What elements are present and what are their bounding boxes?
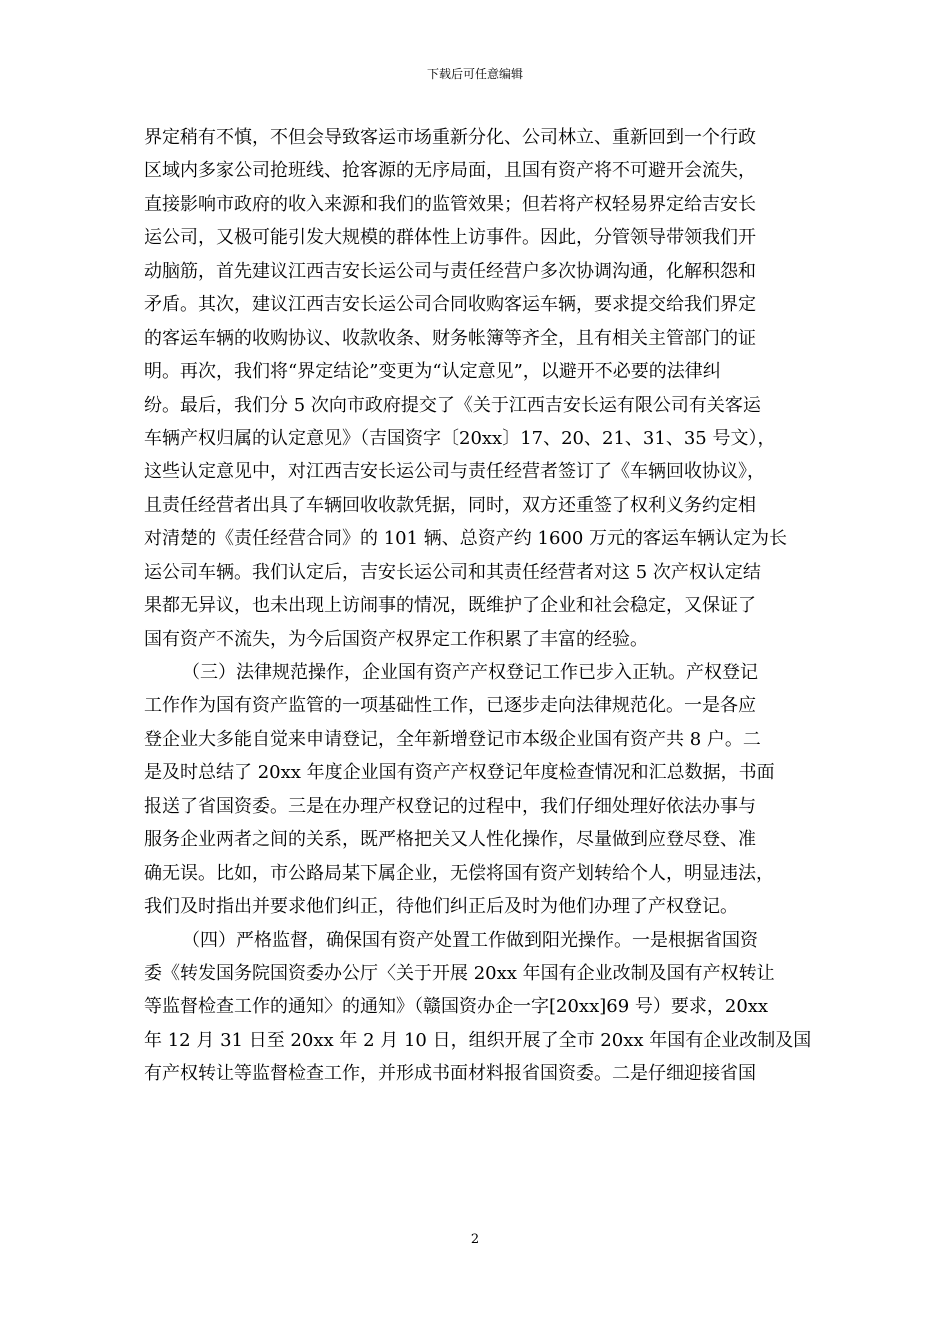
text-line: 是及时总结了 20xx 年度企业国有资产产权登记年度检查情况和汇总数据，书面 bbox=[144, 762, 775, 784]
text-line: 区域内多家公司抢班线、抢客源的无序局面，且国有资产将不可避开会流失， bbox=[144, 160, 756, 182]
paragraph-start-line: （三）法律规范操作，企业国有资产产权登记工作已步入正轨。产权登记 bbox=[182, 662, 758, 683]
text-line: 报送了省国资委。三是在办理产权登记的过程中，我们仔细处理好依法办事与 bbox=[144, 795, 756, 817]
text-line: 车辆产权归属的认定意见》（吉国资字〔20xx〕17、20、21、31、35 号文）， bbox=[144, 427, 776, 449]
text-line: 登企业大多能自觉来申请登记，全年新增登记市本级企业国有资产共 8 户。二 bbox=[144, 728, 761, 750]
paragraph-start-line: （四）严格监督，确保国有资产处置工作做到阳光操作。一是根据省国资 bbox=[182, 929, 758, 951]
text-line: 委《转发国务院国资委办公厅〈关于开展 20xx 年国有企业改制及国有产权转让 bbox=[144, 962, 775, 984]
text-line: 明。再次，我们将“界定结论”变更为“认定意见”，以避开不必要的法律纠 bbox=[144, 361, 721, 383]
text-line: 服务企业两者之间的关系，既严格把关又人性化操作，尽量做到应登尽登、准 bbox=[144, 829, 756, 851]
text-line: 且责任经营者出具了车辆回收收款凭据，同时，双方还重签了权利义务约定相 bbox=[144, 494, 756, 516]
text-line: 果都无异议，也未出现上访闹事的情况，既维护了企业和社会稳定，又保证了 bbox=[144, 595, 756, 617]
text-line: 国有资产不流失，为今后国资产权界定工作积累了丰富的经验。 bbox=[144, 628, 648, 650]
text-line: 确无误。比如，市公路局某下属企业，无偿将国有资产划转给个人，明显违法， bbox=[144, 862, 774, 884]
text-line: 工作作为国有资产监管的一项基础性工作，已逐步走向法律规范化。一是各应 bbox=[144, 695, 756, 717]
text-line: 年 12 月 31 日至 20xx 年 2 月 10 日，组织开展了全市 20xx 年国有企业改制及国 bbox=[144, 1029, 812, 1051]
text-line: 界定稍有不慎，不但会导致客运市场重新分化、公司林立、重新回到一个行政 bbox=[144, 127, 756, 148]
document-body bbox=[144, 121, 816, 1091]
text-line: 我们及时指出并要求他们纠正，待他们纠正后及时为他们办理了产权登记。 bbox=[144, 896, 738, 918]
text-line: 动脑筋，首先建议江西吉安长运公司与责任经营户多次协调沟通，化解积怨和 bbox=[144, 260, 756, 282]
text-line: 的客运车辆的收购协议、收款收条、财务帐簿等齐全，且有相关主管部门的证 bbox=[144, 327, 756, 349]
text-line: 运公司车辆。我们认定后，吉安长运公司和其责任经营者对这 5 次产权认定结 bbox=[144, 561, 761, 583]
text-line: 这些认定意见中，对江西吉安长运公司与责任经营者签订了《车辆回收协议》， bbox=[144, 461, 765, 483]
text-line: 对清楚的《责任经营合同》的 101 辆、总资产约 1600 万元的客运车辆认定为长 bbox=[144, 528, 788, 550]
text-line: 纷。最后，我们分 5 次向市政府提交了《关于江西吉安长运有限公司有关客运 bbox=[144, 394, 761, 416]
page-header: 下载后可任意编辑 bbox=[426, 67, 523, 81]
text-line: 运公司，又极可能引发大规模的群体性上访事件。因此，分管领导带领我们开 bbox=[144, 227, 756, 249]
text-line: 直接影响市政府的收入来源和我们的监管效果；但若将产权轻易界定给吉安长 bbox=[144, 193, 756, 215]
text-line: 矛盾。其次，建议江西吉安长运公司合同收购客运车辆，要求提交给我们界定 bbox=[144, 294, 756, 316]
text-line: 有产权转让等监督检查工作，并形成书面材料报省国资委。二是仔细迎接省国 bbox=[144, 1063, 756, 1085]
text-line: 等监督检查工作的通知〉的通知》（赣国资办企一字[20xx]69 号）要求，20xx bbox=[144, 996, 769, 1018]
page-number: 2 bbox=[470, 1232, 480, 1247]
